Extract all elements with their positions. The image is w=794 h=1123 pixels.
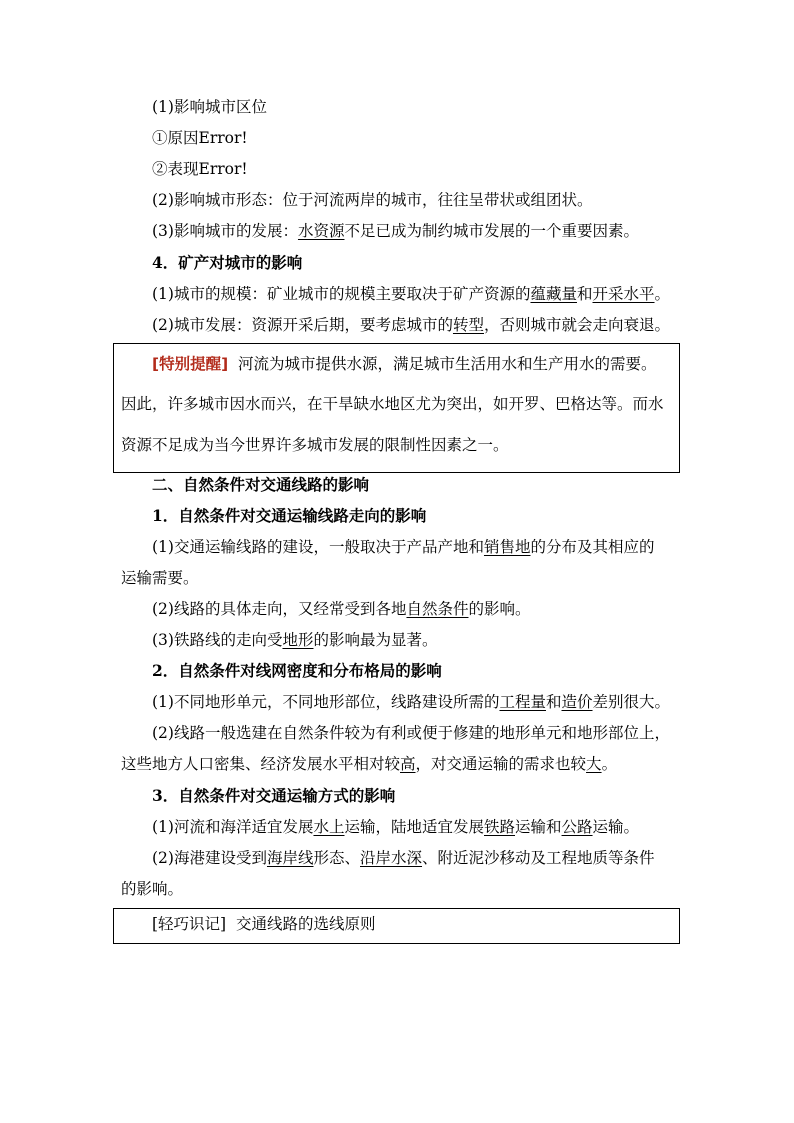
- text: 和: [576, 285, 593, 303]
- text: (3)影响城市的发展：: [152, 222, 298, 240]
- blank-answer: 水资源: [297, 222, 345, 240]
- blank-answer: 蕴藏量: [530, 285, 577, 303]
- memo-box: [113, 908, 680, 944]
- text: (2)海港建设受到: [152, 849, 267, 867]
- text: (1)城市的规模：矿业城市的规模主要取决于矿产资源的: [152, 285, 531, 303]
- text: 。: [601, 755, 618, 773]
- text: 不足已成为制约城市发展的一个重要因素。: [344, 222, 639, 240]
- reminder-line-1: [152, 354, 657, 374]
- memo-line: [152, 914, 375, 934]
- memo-text: 交通线路的选线原则: [235, 915, 376, 933]
- text: (2)线路的具体走向，又经常受到各地: [152, 600, 407, 618]
- blank-answer: 沿岸水深: [360, 849, 423, 867]
- blank-answer: 自然条件: [406, 600, 469, 618]
- blank-answer: 公路: [561, 818, 593, 836]
- heading-route-direction: 1．自然条件对交通运输线路走向的影响: [152, 506, 427, 525]
- item-route-selection: (2)线路一般选建在自然条件较为有利或便于修建的地形单元和地形部位上，: [152, 724, 670, 742]
- text: 的分布及其相应的: [530, 538, 655, 556]
- text: 运输，陆地适宜发展: [344, 818, 484, 836]
- item-railway-direction: [152, 630, 712, 650]
- blank-answer: 水上: [313, 818, 345, 836]
- text: 、附近泥沙移动及工程地质等条件: [422, 849, 655, 867]
- item-terrain-units: [152, 692, 712, 712]
- reminder-tag: [特别提醒]: [152, 355, 229, 373]
- item-city-scale: [152, 284, 712, 304]
- text: (3)铁路线的走向受: [152, 631, 283, 649]
- section-title-transport: 二、自然条件对交通线路的影响: [152, 475, 370, 494]
- memo-tag: [轻巧识记]: [152, 915, 227, 933]
- item-city-form: (2)影响城市形态：位于河流两岸的城市，往往呈带状或组团状。: [152, 191, 593, 209]
- blank-answer: 工程量: [499, 693, 546, 711]
- text: 运输。: [592, 818, 640, 836]
- text: 运输和: [515, 818, 562, 836]
- item-water-land-transport: [152, 817, 712, 837]
- blank-answer: 开采水平: [592, 285, 655, 303]
- blank-answer: 铁路: [484, 818, 516, 836]
- blank-answer: 销售地: [483, 538, 531, 556]
- blank-answer: 地形: [282, 631, 314, 649]
- heading-transport-mode: 3．自然条件对交通运输方式的影响: [152, 786, 396, 805]
- blank-answer: 高: [400, 755, 416, 773]
- reminder-line-3: 资源不足成为当今世界许多城市发展的限制性因素之一。: [121, 436, 509, 454]
- item-manifestation: ②表现Error!: [152, 160, 248, 178]
- text: (1)交通运输线路的建设，一般取决于产品产地和: [152, 538, 484, 556]
- item-city-development: [152, 221, 712, 241]
- item-port-construction-cont: 的影响。: [121, 880, 184, 898]
- item-reason: ①原因Error!: [152, 129, 248, 147]
- text: ，对交通运输的需求也较: [415, 755, 587, 773]
- text: 形态、: [313, 849, 360, 867]
- item-port-construction: [152, 848, 712, 868]
- blank-answer: 大: [586, 755, 602, 773]
- item-city-transform: [152, 315, 712, 335]
- item-city-location: (1)影响城市区位: [152, 98, 267, 116]
- text: (2)城市发展：资源开采后期，要考虑城市的: [152, 316, 453, 334]
- text: 的影响。: [468, 600, 531, 618]
- item-route-selection-cont: [121, 754, 681, 774]
- text: ，否则城市就会走向衰退。: [483, 316, 670, 334]
- text: 。: [654, 285, 671, 303]
- text: 的影响最为显著。: [313, 631, 438, 649]
- item-route-construction: [152, 537, 712, 557]
- blank-answer: 转型: [452, 316, 484, 334]
- text: 和: [545, 693, 562, 711]
- item-route-construction-cont: 运输需要。: [121, 569, 199, 587]
- reminder-line-2: 因此，许多城市因水而兴，在干旱缺水地区尤为突出，如开罗、巴格达等。而水: [121, 395, 664, 413]
- heading-minerals: 4．矿产对城市的影响: [152, 253, 303, 272]
- heading-network-density: 2．自然条件对线网密度和分布格局的影响: [152, 661, 442, 680]
- text: 河流为城市提供水源，满足城市生活用水和生产用水的需要。: [238, 355, 657, 373]
- text: 差别很大。: [592, 693, 671, 711]
- item-route-direction: [152, 599, 712, 619]
- blank-answer: 造价: [561, 693, 593, 711]
- blank-answer: 海岸线: [266, 849, 314, 867]
- text: (1)不同地形单元，不同地形部位，线路建设所需的: [152, 693, 500, 711]
- text: (1)河流和海洋适宜发展: [152, 818, 314, 836]
- special-reminder-box: [113, 343, 680, 473]
- text: 这些地方人口密集、经济发展水平相对较: [121, 755, 401, 773]
